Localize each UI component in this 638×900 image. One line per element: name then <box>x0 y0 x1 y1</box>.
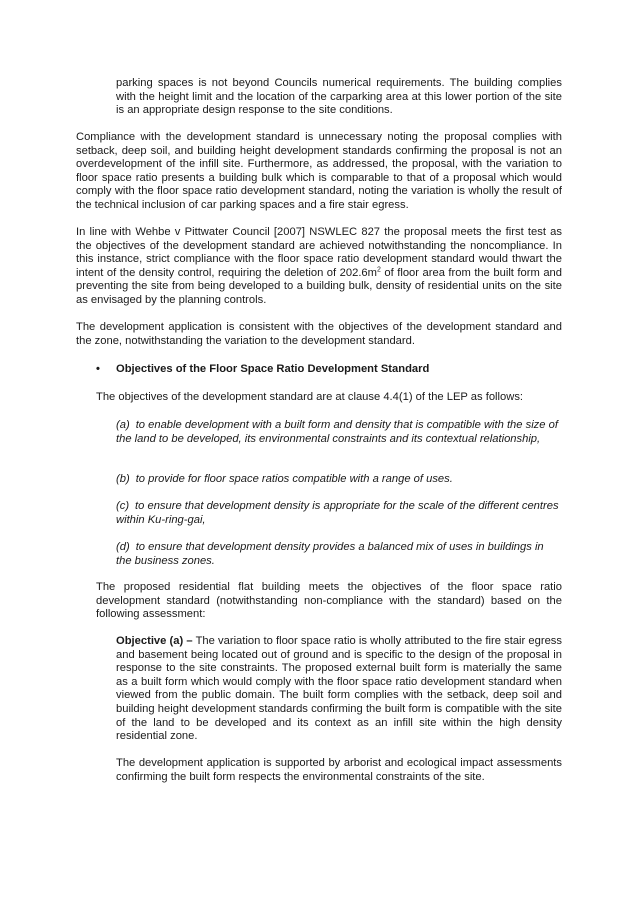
paragraph-wehbe-test <box>76 226 562 308</box>
objective-a-assessment <box>116 635 562 744</box>
paragraph-supported: The development application is supported by arborist and ecological impact assessments confirming the built form respects the environmental constraints of the site. <box>116 757 562 783</box>
assessment-intro: The proposed residential flat building meets the objectives of the floor space ratio development standard (notwithstanding non-compliance with the standard) based on the following assessment: <box>96 581 562 621</box>
wehbe-text-start: In line with Wehbe v Pittwater Council [2007] NSWLEC 827 the proposal meets the first test as the objectives of the development standard are achieved notwithstanding the noncompliance. In this instance, strict compliance with the floor space ratio development standard would thwart the intent of the density control, requiring the deletion of 202.6m <box>76 226 562 279</box>
wehbe-text-end: of floor area from the built form and preventing the site from being developed to a building bulk, density of residential units on the site as envisaged by the planning controls. <box>76 266 562 306</box>
objective-label: (a) <box>116 419 130 431</box>
objectives-intro: The objectives of the development standard are at clause 4.4(1) of the LEP as follows: <box>96 391 524 403</box>
objective-item-b <box>116 473 562 487</box>
superscript-squared: 2 <box>376 266 381 274</box>
objective-label: (d) <box>116 541 130 553</box>
objective-label: (b) <box>116 473 130 485</box>
objective-text: to ensure that development density is appropriate for the scale of the different centres within Ku-ring-gai, <box>116 500 559 526</box>
objective-item-d <box>116 541 562 568</box>
objective-text: to provide for floor space ratios compatible with a range of uses. <box>135 473 453 485</box>
objective-item-c <box>116 500 562 527</box>
objective-text: to ensure that development density provides a balanced mix of uses in buildings in the business zones. <box>116 541 544 567</box>
section-heading-text: Objectives of the Floor Space Ratio Development Standard <box>116 363 430 375</box>
bullet-icon: • <box>96 363 100 375</box>
objective-a-text: The variation to floor space ratio is wholly attributed to the fire stair egress and basement being located out of ground and is specific to the design of the proposal in response to the site constraints. The proposed external built form is materially the same as a built form which would comply with the floor space ratio development standard when viewed from the public domain. The built form complies with the setback, deep soil and building height development standards confirming the built form is compatible with the site of the land to be developed and its context as an infill site within the high density residential zone. <box>116 635 562 743</box>
section-heading <box>96 363 562 377</box>
objective-item-a <box>116 419 562 446</box>
paragraph-carparking: parking spaces is not beyond Councils numerical requirements. The building complies with the height limit and the location of the carparking area at this lower portion of the site is an appropriate design response to the site conditions. <box>116 77 562 117</box>
paragraph-compliance-unnecessary: Compliance with the development standard is unnecessary noting the proposal complies with setback, deep soil, and building height development standards confirming the proposal is not an overdevelopment of the infill site. Furthermore, as addressed, the proposal, with the variation to floor space ratio presents a building bulk which is comparable to that of a proposal which would comply with the floor space ratio development standard, noting the variation is wholly the result of the technical inclusion of car parking spaces and a fire stair egress. <box>76 131 562 211</box>
objective-label: (c) <box>116 500 130 512</box>
paragraph-consistent-objectives: The development application is consistent with the objectives of the development standard and the zone, notwithstanding the variation to the development standard. <box>76 321 562 347</box>
objective-a-lead: Objective (a) – <box>116 635 193 647</box>
objective-text: to enable development with a built form and density that is compatible with the size of the land to be developed, its environmental constraints and its contextual relationship, <box>116 419 558 445</box>
